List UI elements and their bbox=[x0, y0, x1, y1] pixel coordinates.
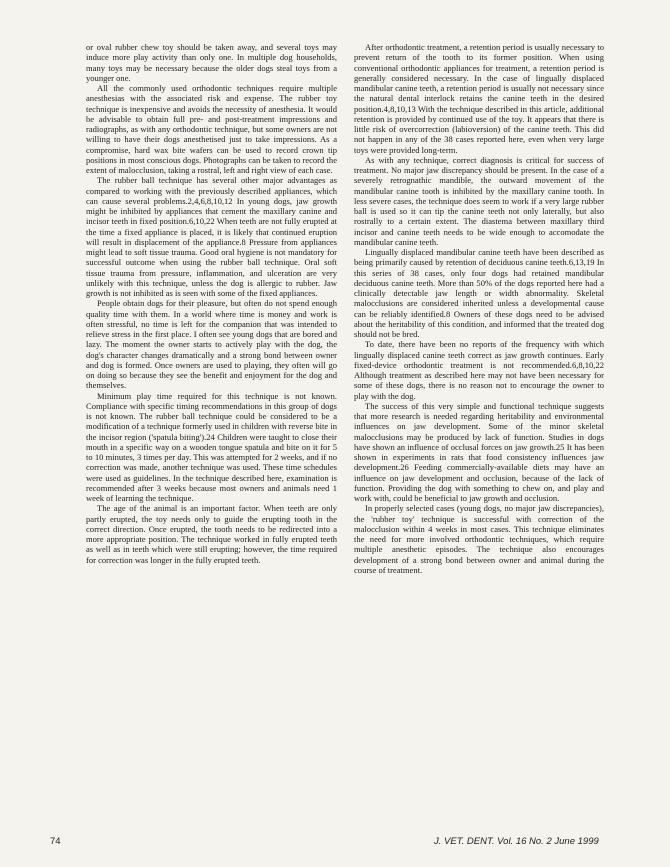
page-number: 74 bbox=[50, 836, 61, 847]
paragraph: Lingually displaced mandibular canine teeth have been described as being primarily caused by retention of deciduous canine teeth.6,13,19 In this series of 38 cases, only four dogs had retained mandibular deciduous canine teeth. More than 50% of the dogs reported here had a clinically detectable jaw length or width abnormality. Skeletal malocclusions are considered inherited unless a developmental cause can be reliably identified.8 Owners of these dogs need to be advised about the heritability of this condition, and informed that the treated dog should not be bred. bbox=[354, 247, 604, 339]
paragraph: As with any technique, correct diagnosis is critical for success of treatment. No major jaw discrepancy should be present. In the case of a severely retrognathic mandible, the outward movement of the mandibular canine tooth is inhibited by the maxillary canine tooth. In less severe cases, the technique does seem to work if a very large rubber ball is used so it can tip the canine teeth not only laterally, but also rostrally to a certain extent. The diastema between maxillary third incisor and canine teeth needs to be wide enough to accomodate the mandibular canine teeth. bbox=[354, 154, 604, 247]
paragraph: The age of the animal is an important factor. When teeth are only partly erupted, the toy needs only to guide the erupting tooth in the correct direction. Once erupted, the tooth needs to be redirected into a more appropriate position. The technique worked in fully erupted teeth as well as in teeth which were still erupting; however, the time required for correction was longer in the fully erupted teeth. bbox=[86, 503, 337, 565]
paragraph: The success of this very simple and functional technique suggests that more research is needed regarding heritability and environmental influences on jaw development. Some of the minor skeletal malocclusions may be produced by lack of function. Studies in dogs have shown an influence of occlusal forces on jaw growth.25 It has been shown in experiments in rats that food consistency influences jaw development.26 Feeding commercially-available diets may have an influence on jaw development and occlusion, because of the lack of function. Providing the dog with something to chew on, and play and work with, could be beneficial to jaw growth and occlusion. bbox=[354, 400, 604, 503]
left-text-column bbox=[86, 42, 337, 565]
journal-reference: J. VET. DENT. Vol. 16 No. 2 June 1999 bbox=[434, 836, 599, 847]
paragraph: or oval rubber chew toy should be taken away, and several toys may induce more play activity than only one. In multiple dog households, many toys may be necessary because the older dogs steal toys from a younger one. bbox=[86, 42, 337, 83]
right-text-column bbox=[354, 42, 604, 575]
paragraph: All the commonly used orthodontic techniques require multiple anesthesias with the associated risk and expense. The rubber toy technique is inexpensive and avoids the necessity of anesthesia. It would be advisable to obtain full pre- and post-treatment impressions and radiographs, as with any orthodontic technique, but some owners are not willing to have their dogs anesthetised just to take impressions. As a compromise, hard wax bite wafers can be used to record crown tip positions in most conscious dogs. Photographs can be taken to record the extent of malocclusion, taking a rostral, left and right view of each case. bbox=[86, 83, 337, 175]
paragraph: In properly selected cases (young dogs, no major jaw discrepancies), the 'rubber toy' technique is successful with correction of the malocclusion within 4 weeks in most cases. This technique eliminates the need for more involved orthodontic techniques, which require multiple anesthetic episodes. The technique also encourages development of a strong bond between owner and animal during the course of treatment. bbox=[354, 503, 604, 575]
paragraph: Minimum play time required for this technique is not known. Compliance with specific timing recommendations in this group of dogs is not known. The rubber ball technique could be considered to be a modification of a technique formerly used in children with reverse bite in the incisor region ('spatula biting').24 Children were taught to close their mouth in a specific way on a wooden tongue spatula and bite on it for 5 to 10 minutes, 3 times per day. This was attempted for 2 weeks, and if no correction was made, another technique was used. These time schedules were used as guidelines. In the technique described here, examination is recommended after 3 weeks because most owners and animals need 1 week of learning the technique. bbox=[86, 390, 337, 503]
paragraph: After orthodontic treatment, a retention period is usually necessary to prevent return of the tooth to its former position. When using conventional orthodontic appliances for treatment, a retention period is generally considered necessary. In the case of lingually displaced mandibular canine teeth, a retention period is usually not necessary since the natural dental interlock retains the canine teeth in the desired position.4,8,10,13 With the technique described in this article, additional retention is provided by continued use of the toy. It appears that there is little risk of overcorrection (labioversion) of the canine teeth. This did not happen in any of the 38 cases reported here, even when very large toys were provided long-term. bbox=[354, 42, 604, 155]
paragraph: To date, there have been no reports of the frequency with which lingually displaced canine teeth correct as jaw growth continues. Early fixed-device orthodontic treatment is not recommended.6,8,10,22 Although treatment as described here may not have been necessary for some of these dogs, there is no reason not to encourage the owner to play with the dog. bbox=[354, 339, 604, 401]
paragraph: People obtain dogs for their pleasure, but often do not spend enough quality time with them. In a world where time is money and work is often stressful, no time is left for the companion that was intended to relieve stress in the first place. I often see young dogs that are bored and lazy. The moment the owner starts to actively play with the dog, the dog's character changes dramatically and a strong bond between owner and dog is formed. Once owners are used to playing, they often will go on doing so because they see the benefit and enjoyment for the dog and themselves. bbox=[86, 298, 337, 391]
paragraph: The rubber ball technique has several other major advantages as compared to working with the previously described appliances, which can cause several problems.2,4,6,8,10,12 In young dogs, jaw growth might be inhibited by appliances that cement the maxillary canine and incisor teeth in fixed position.6,10,22 When teeth are not fully erupted at the time a fixed appliance is placed, it is likely that continued eruption will result in displacement of the appliance.8 Pressure from appliances might lead to soft tissue trauma. Good oral hygiene is not mandatory for successful outcome when using the rubber ball technique. Oral soft tissue trauma from pressure, inflammation, and ulceration are very unlikely with this technique, unless the dog is allergic to rubber. Jaw growth is not inhibited as is seen with some of the fixed appliances. bbox=[86, 175, 337, 298]
